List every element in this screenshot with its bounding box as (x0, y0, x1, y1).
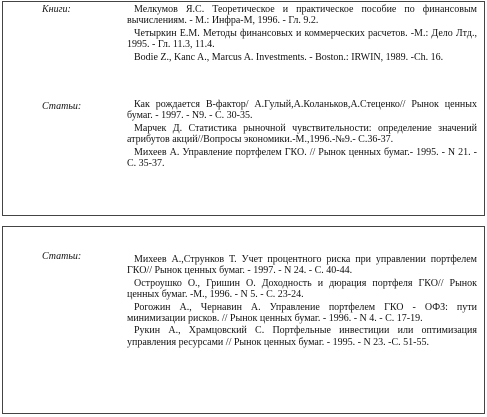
book-reference-2: Четыркин Е.М. Методы финансовых и коммерческих расчетов. -М.: Дело Лтд., 1995. - Гл. 11.3, 11.4. (127, 27, 477, 51)
article-reference-3: Михеев А. Управление портфелем ГКО. // Рынок ценных бумаг.- 1995. - N 21. - C. 35-37. (127, 146, 477, 170)
articles-label-1: Статьи: (42, 101, 82, 112)
articles-label-2: Статьи: (42, 251, 82, 262)
book-reference-1: Мелкумов Я.С. Теоретическое и практическое пособие по финансовым вычислениям. - М.: Инфра-М, 1996. - Гл. 9.2. (127, 4, 477, 27)
books-list (127, 4, 477, 64)
article-reference-1: Как рождается В-фактор/ А.Гулый,А.Коланьков,А.Стеценко// Рынок ценных бумаг. - 1997. - N9. - C. 30-35. (127, 99, 477, 122)
article-reference-6: Рогожин А., Чернавин А. Управление портфелем ГКО - ОФЗ: пути минимизации рисков. // Рынок ценных бумаг. - 1996. - N 4. - C. 17-19. (127, 301, 477, 325)
books-label: Книги: (42, 4, 71, 15)
article-reference-5: Остроушко О., Гришин О. Доходность и дюрация портфеля ГКО// Рынок ценных бумаг. -М., 1996. - N 5. - C. 23-24. (127, 277, 477, 301)
articles-list-2 (127, 254, 477, 349)
article-reference-4: Михеев А.,Струнков Т. Учет процентного риска при управлении портфелем ГКО// Рынок ценных бумаг. - 1997. - N 24. - C. 40-44. (127, 254, 477, 277)
article-reference-2: Марчек Д. Статистика рыночной чувствительности: определение значений атрибутов акций//Вопросы экономики.-М.,1996.-№9.- С.36-37. (127, 122, 477, 146)
articles-list-1 (127, 99, 477, 170)
book-reference-3: Bodie Z., Kanc A., Marcus A. Investments. - Boston.: IRWIN, 1989. -Ch. 16. (134, 51, 444, 63)
article-reference-7: Рукин А., Храмцовский С. Портфельные инвестиции или оптимизация управления ресурсами // Рынок ценных бумаг. - 1995. - N 23. -C. 51-55. (127, 325, 477, 348)
